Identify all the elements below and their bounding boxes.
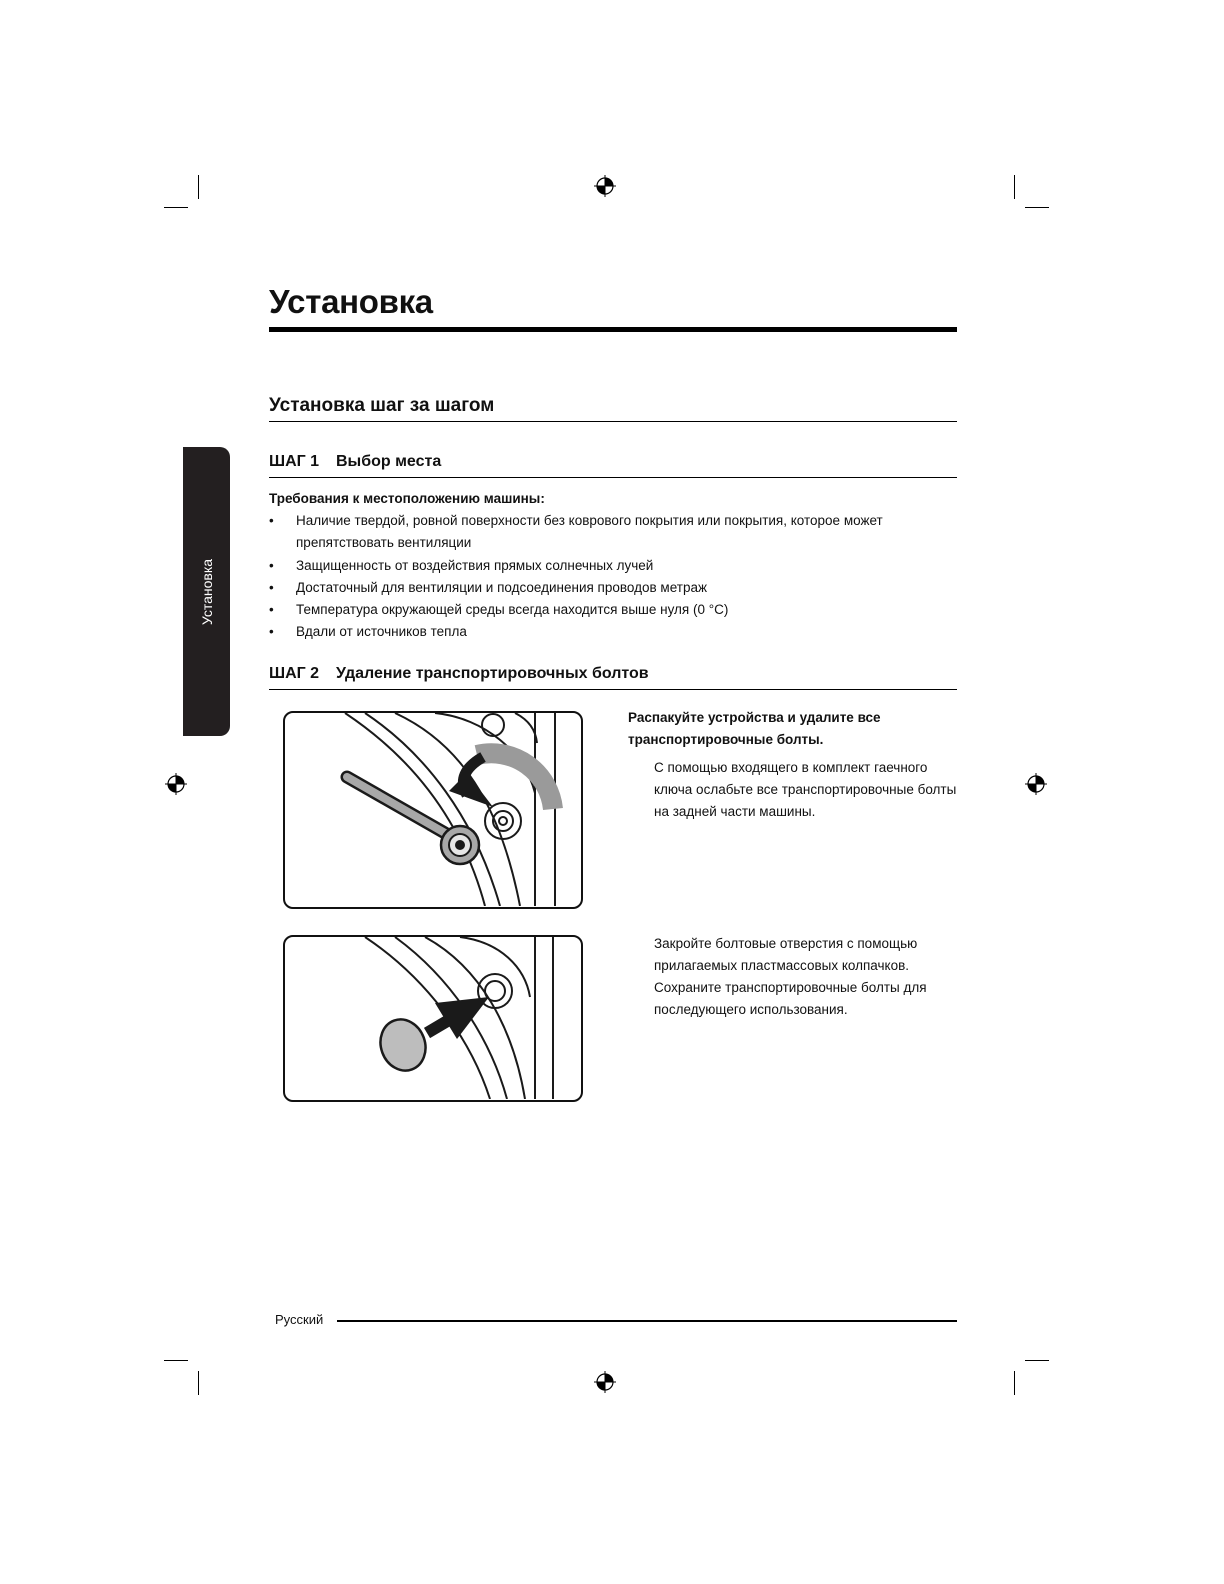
cap-insertion-illustration bbox=[283, 935, 583, 1102]
instruction-text-2: Закройте болтовые отверстия с помощью прилагаемых пластмассовых колпачков. Сохраните транспортировочные болты для последующего использования. bbox=[654, 936, 927, 1017]
footer-rule bbox=[337, 1320, 957, 1322]
page-title: Установка bbox=[269, 283, 433, 320]
list-item: • Достаточный для вентиляции и подсоединения проводов метраж bbox=[269, 577, 909, 599]
plastic-cap-insertion-icon bbox=[285, 937, 580, 1099]
list-item: • Температура окружающей среды всегда находится выше нуля (0 °C) bbox=[269, 599, 909, 621]
registration-mark-icon bbox=[165, 773, 187, 795]
wrench-bolt-illustration bbox=[283, 711, 583, 909]
requirements-list bbox=[269, 510, 909, 644]
step-1-rule bbox=[269, 477, 957, 478]
instruction-text-1: С помощью входящего в комплект гаечного ключа ослабьте все транспортировочные болты на задней части машины. bbox=[654, 760, 957, 819]
crop-mark bbox=[198, 175, 199, 199]
instruction-heading: Распакуйте устройства и удалите все транспортировочные болты. bbox=[628, 710, 881, 747]
step-2-number: ШАГ 2 bbox=[269, 665, 320, 682]
step-2-rule bbox=[269, 689, 957, 690]
step-2-heading bbox=[269, 663, 649, 685]
crop-mark bbox=[1014, 1371, 1015, 1395]
section-title: Установка шаг за шагом bbox=[269, 395, 495, 416]
registration-mark-icon bbox=[594, 175, 616, 197]
crop-mark bbox=[164, 207, 188, 208]
step-1-number: ШАГ 1 bbox=[269, 453, 320, 470]
registration-mark-icon bbox=[1025, 773, 1047, 795]
side-tab-label: Установка bbox=[198, 558, 215, 625]
wrench-loosening-bolt-icon bbox=[285, 713, 580, 906]
step-1-heading bbox=[269, 451, 441, 473]
section-rule bbox=[269, 421, 957, 422]
title-rule bbox=[269, 327, 957, 332]
list-item: • Защищенность от воздействия прямых солнечных лучей bbox=[269, 555, 909, 577]
step-2-title: Удаление транспортировочных болтов bbox=[336, 665, 649, 682]
footer-language: Русский bbox=[275, 1312, 324, 1327]
crop-mark bbox=[164, 1360, 188, 1361]
registration-mark-icon bbox=[594, 1371, 616, 1393]
list-item: • Вдали от источников тепла bbox=[269, 621, 909, 643]
crop-mark bbox=[1014, 175, 1015, 199]
requirements-heading: Требования к местоположению машины: bbox=[269, 491, 545, 506]
crop-mark bbox=[1025, 207, 1049, 208]
crop-mark bbox=[198, 1371, 199, 1395]
list-item: • Наличие твердой, ровной поверхности без коврового покрытия или покрытия, которое может препятствовать вентиляции bbox=[269, 510, 909, 555]
step-1-title: Выбор места bbox=[336, 453, 442, 470]
side-tab bbox=[183, 447, 230, 736]
crop-mark bbox=[1025, 1360, 1049, 1361]
